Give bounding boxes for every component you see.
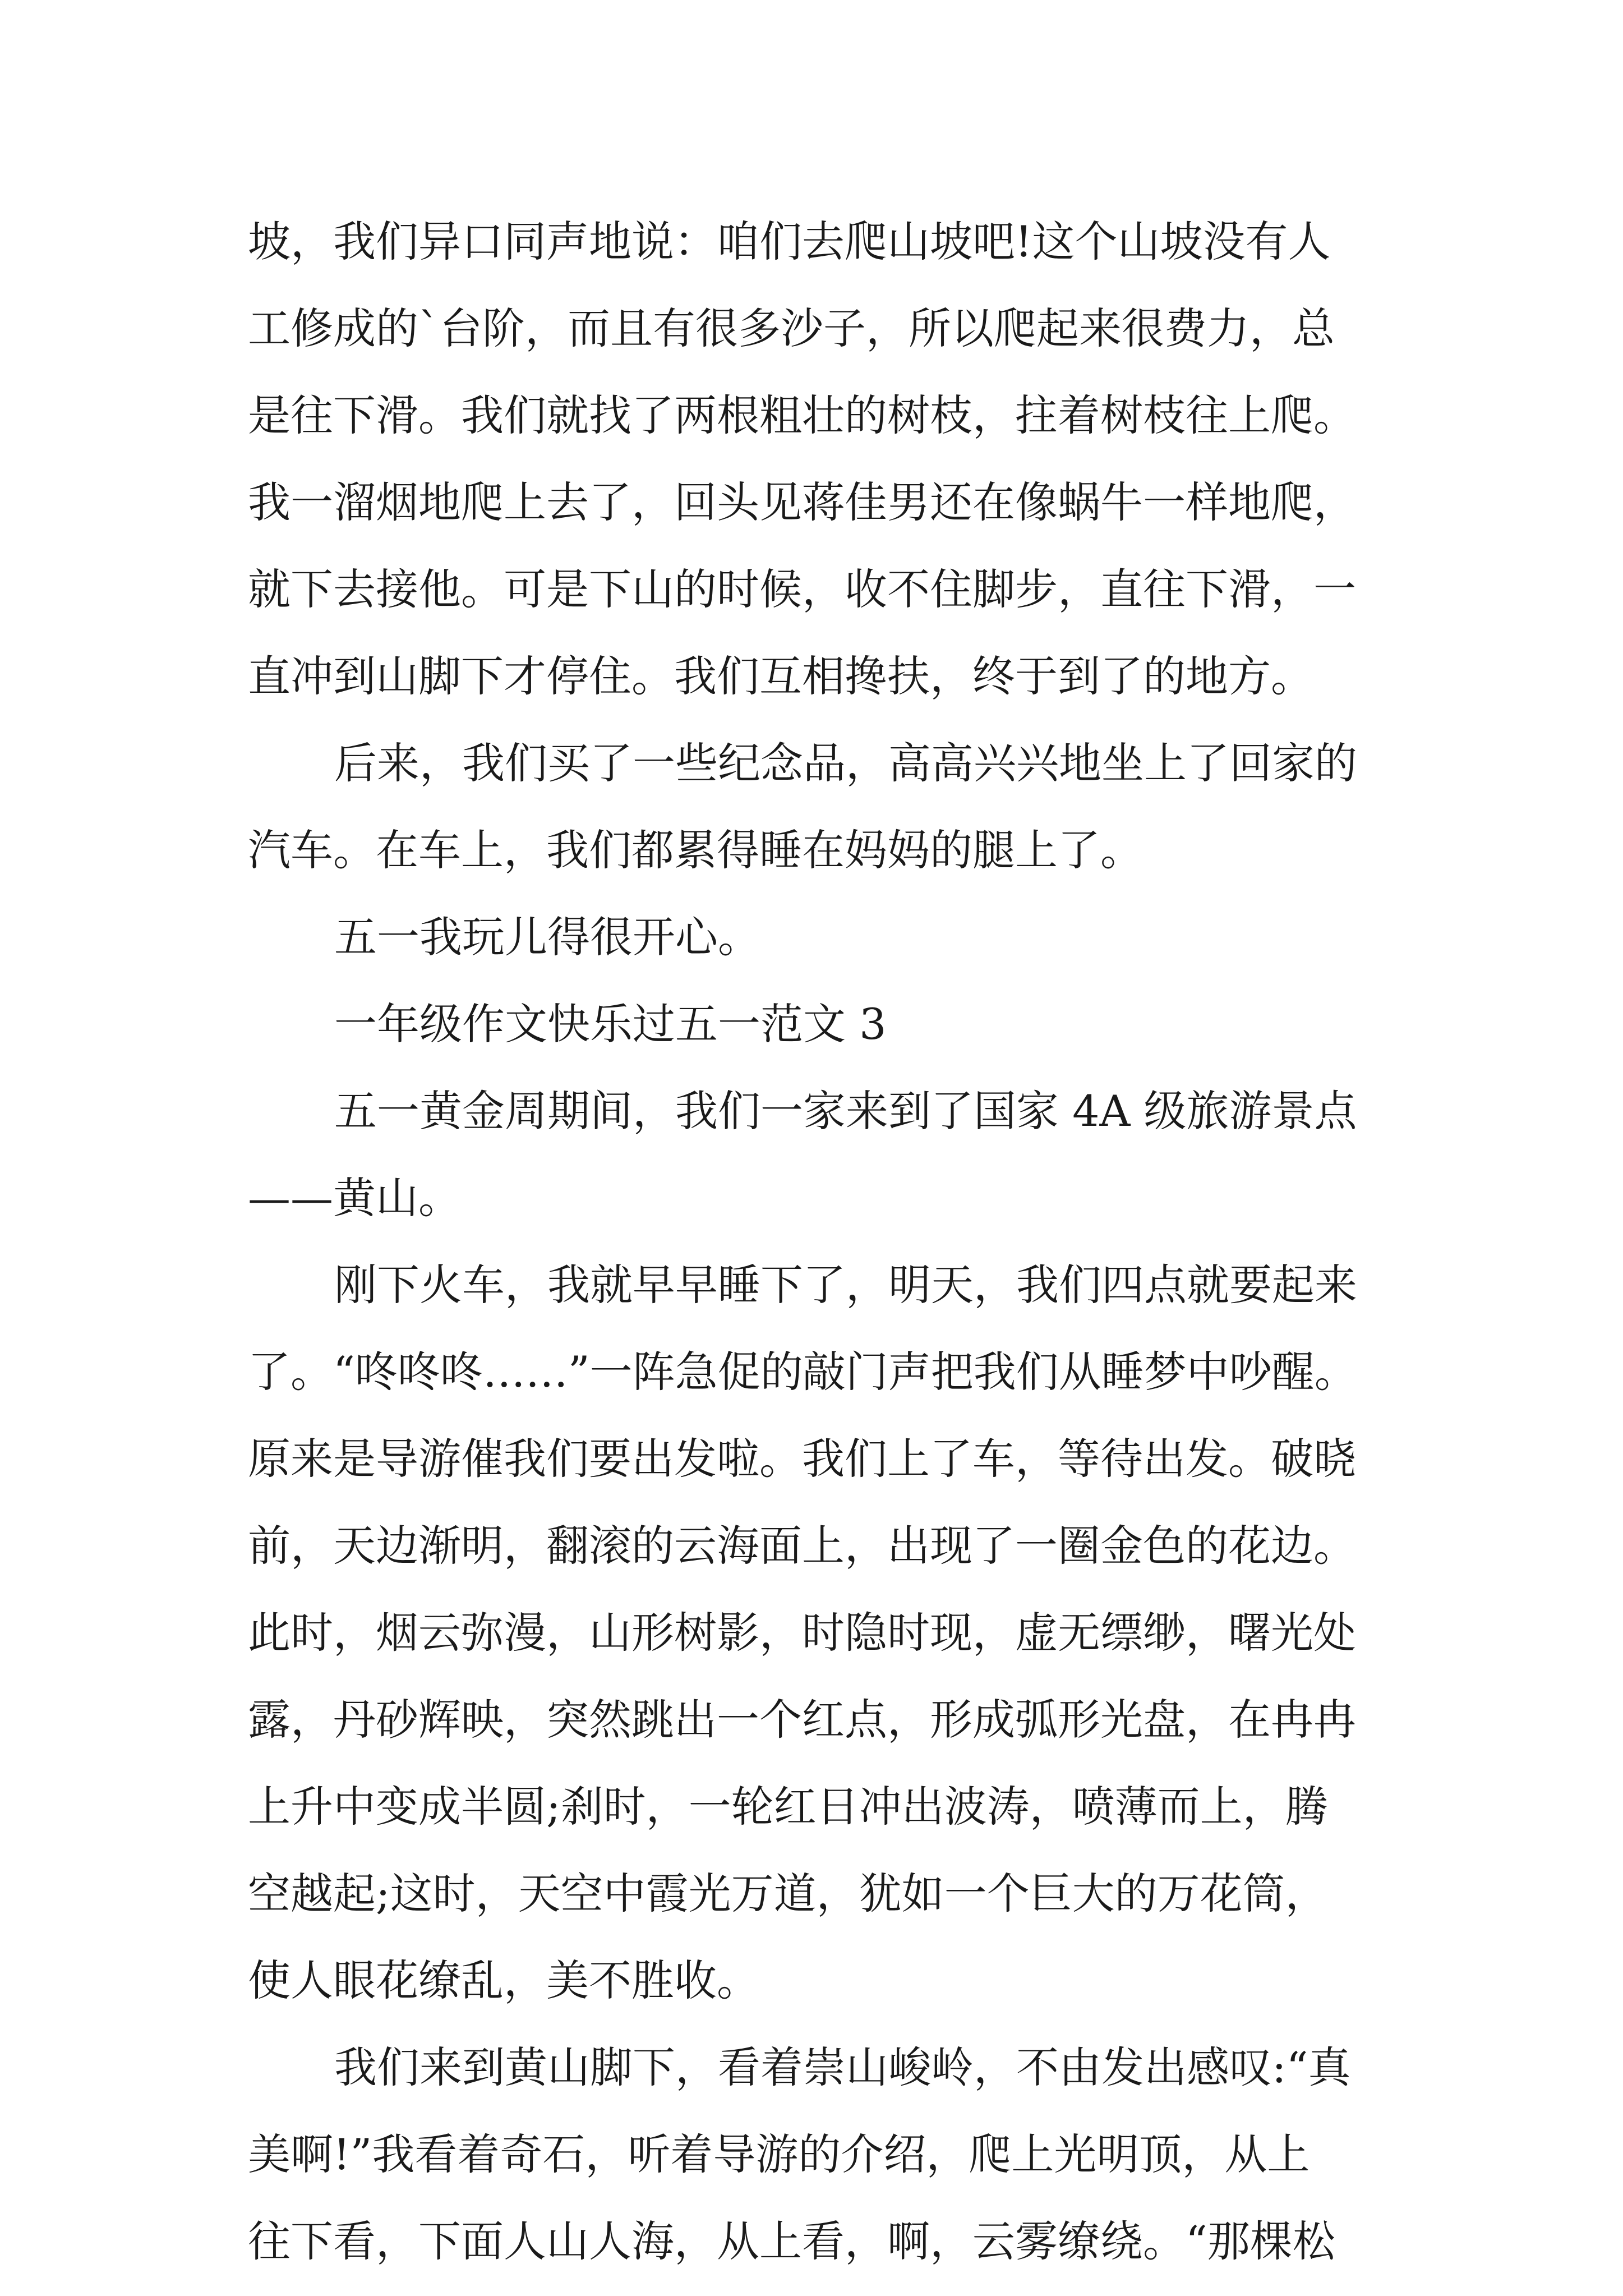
body-text-line: 露，丹砂辉映，突然跳出一个红点，形成弧形光盘，在冉冉 — [248, 1695, 1356, 1745]
body-text-line: 美啊!”我看着奇石，听着导游的介绍，爬上光明顶，从上 — [248, 2129, 1310, 2179]
body-text-line: 往下看，下面人山人海，从上看，啊，云雾缭绕。“那棵松 — [248, 2216, 1335, 2266]
section-heading: 一年级作文快乐过五一范文 3 — [334, 999, 887, 1049]
paragraph-first-line: 后来，我们买了一些纪念品，高高兴兴地坐上了回家的 — [334, 738, 1357, 788]
body-text-line: 空越起;这时，天空中霞光万道，犹如一个巨大的万花筒， — [248, 1869, 1328, 1918]
body-text-line: 汽车。在车上，我们都累得睡在妈妈的腿上了。 — [248, 825, 1143, 875]
body-text-line: 直冲到山脚下才停住。我们互相搀扶，终于到了的地方。 — [248, 651, 1313, 701]
body-text-line: 使人眼花缭乱，美不胜收。 — [248, 1955, 759, 2005]
paragraph-first-line: 五一我玩儿得很开心。 — [334, 912, 760, 962]
body-text-line: 了。“咚咚咚……”一阵急促的敲门声把我们从睡梦中吵醒。 — [248, 1347, 1357, 1397]
body-text-line: ——黄山。 — [248, 1173, 461, 1223]
body-text-line: 前，天边渐明，翻滚的云海面上，出现了一圈金色的花边。 — [248, 1521, 1356, 1571]
body-text-line: 就下去接他。可是下山的时候，收不住脚步，直往下滑，一 — [248, 564, 1356, 614]
paragraph-first-line: 五一黄金周期间，我们一家来到了国家 4A 级旅游景点 — [334, 1086, 1357, 1136]
body-text-line: 工修成的`台阶，而且有很多沙子，所以爬起来很费力，总 — [248, 303, 1335, 353]
body-text-line: 坡，我们异口同声地说：咱们去爬山坡吧!这个山坡没有人 — [248, 217, 1331, 266]
paragraph-first-line: 我们来到黄山脚下，看着崇山峻岭，不由发出感叹:“真 — [334, 2042, 1351, 2092]
body-text-line: 我一溜烟地爬上去了，回头见蒋佳男还在像蜗牛一样地爬， — [248, 477, 1356, 527]
body-text-line: 此时，烟云弥漫，山形树影，时隐时现，虚无缥缈，曙光处 — [248, 1608, 1356, 1658]
body-text-line: 原来是导游催我们要出发啦。我们上了车，等待出发。破晓 — [248, 1434, 1356, 1484]
body-text-line: 是往下滑。我们就找了两根粗壮的树枝，拄着树枝往上爬。 — [248, 390, 1356, 440]
body-text-line: 上升中变成半圆;刹时，一轮红日冲出波涛，喷薄而上，腾 — [248, 1782, 1328, 1832]
paragraph-first-line: 刚下火车，我就早早睡下了，明天，我们四点就要起来 — [334, 1260, 1357, 1310]
